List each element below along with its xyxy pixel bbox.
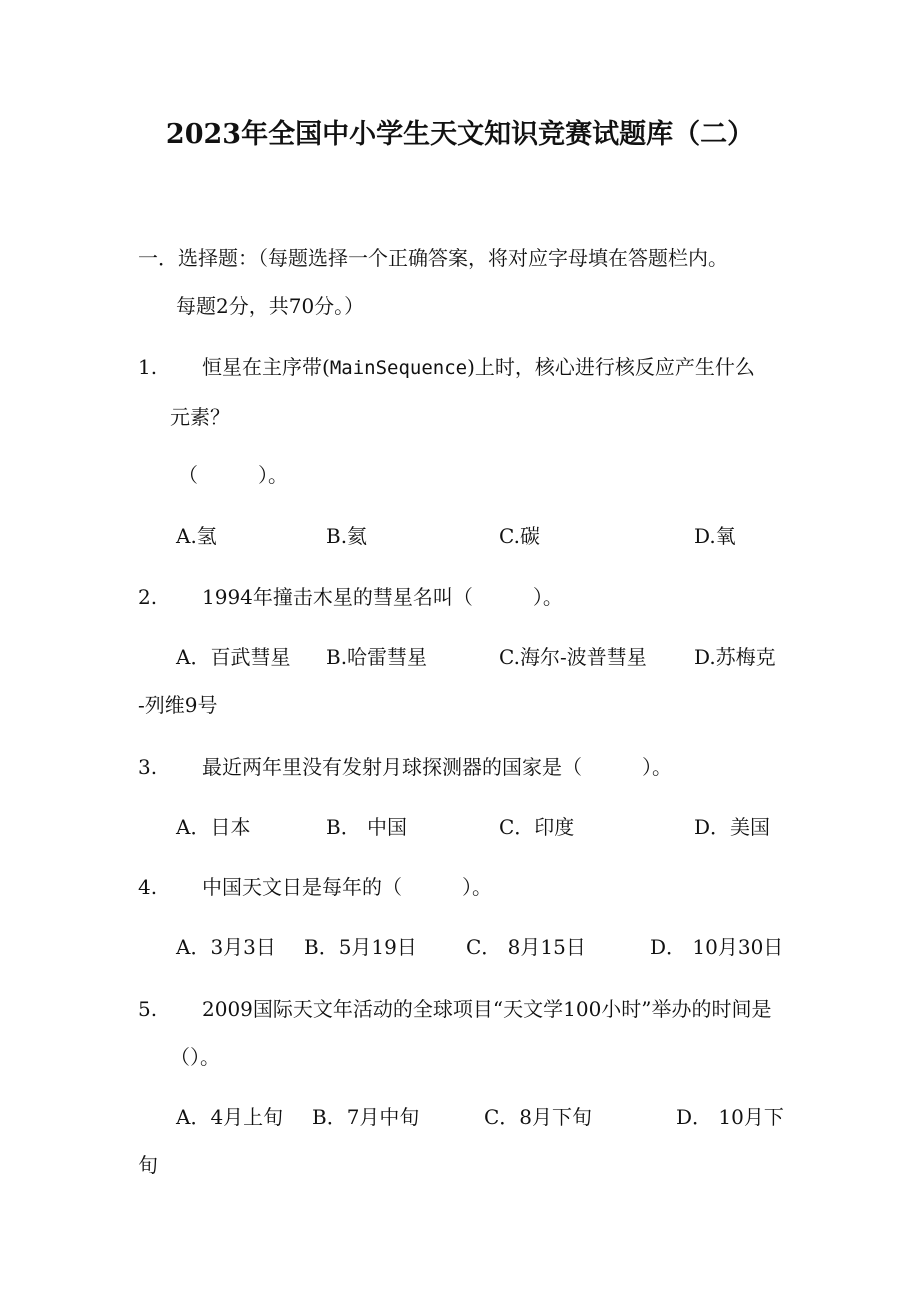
option-b: B.哈雷彗星 [326,645,428,669]
question-text-cont: （）。 [170,1045,220,1069]
question-number: 3. [138,755,158,779]
answer-blank: （ ）。 [178,463,288,487]
option-b: B．5月19日 [304,935,417,959]
question-text: 中国天文日是每年的（ ）。 [202,875,492,899]
option-b: B．7月中旬 [312,1105,420,1129]
option-d-cont: -列维9号 [138,693,218,717]
question-number: 2. [138,585,158,609]
option-a: A．百武彗星 [176,645,291,669]
option-d-cont: 旬 [138,1153,158,1177]
section-heading: 一．选择题：（每题选择一个正确答案，将对应字母填在答题栏内。 [138,246,728,270]
question-number: 5. [138,997,158,1021]
option-c: C．8月下旬 [484,1105,593,1129]
option-b: B． 中国 [326,815,408,839]
option-d: D． 10月30日 [650,935,784,959]
question-text: 最近两年里没有发射月球探测器的国家是（ ）。 [202,755,672,779]
option-a: A．日本 [176,815,251,839]
question-text: 恒星在主序带(MainSequence)上时，核心进行核反应产生什么 [202,355,755,379]
question-number: 1. [138,355,158,379]
option-a: A．4月上旬 [176,1105,284,1129]
option-a: A.氢 [176,524,217,548]
page-title: 2023年全国中小学生天文知识竞赛试题库（二） [165,119,755,150]
question-text: 2009国际天文年活动的全球项目“天文学100小时”举办的时间是 [202,997,772,1021]
option-d: D.氧 [694,524,736,548]
question-number: 4. [138,875,158,899]
question-text: 1994年撞击木星的彗星名叫（ ）。 [202,585,563,609]
option-b: B.氦 [326,524,368,548]
option-c: C.碳 [499,524,540,548]
option-c: C． 8月15日 [466,935,586,959]
option-c: C．印度 [499,815,575,839]
option-d: D． 10月下 [676,1105,784,1129]
option-a: A．3月3日 [176,935,276,959]
option-d: D．美国 [694,815,771,839]
option-d: D.苏梅克 [694,645,776,669]
question-text-cont: 元素？ [170,405,230,429]
section-heading-cont: 每题2分，共70分。） [176,294,365,318]
option-c: C.海尔-波普彗星 [499,645,647,669]
